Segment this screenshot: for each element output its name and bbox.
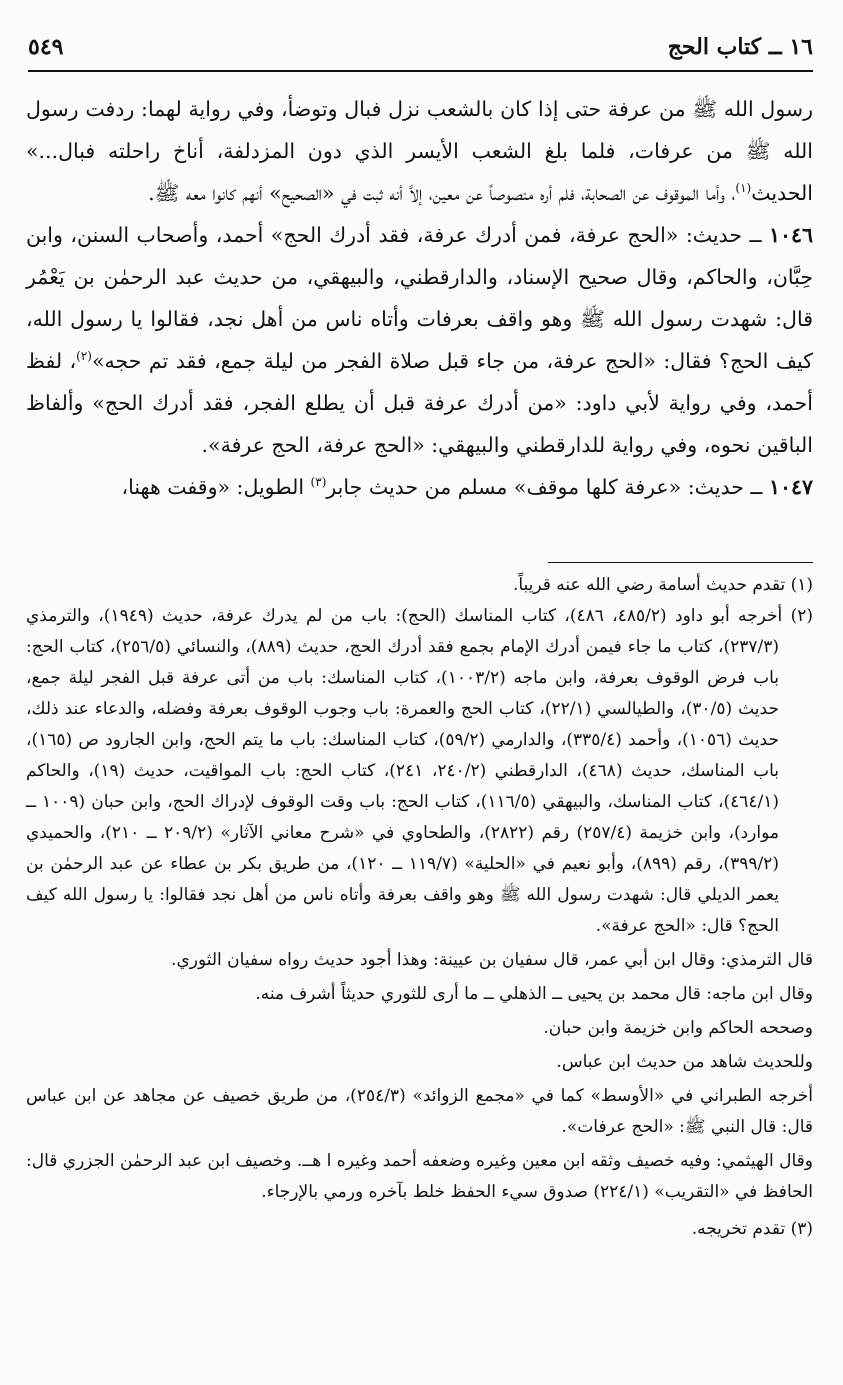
hadith-text: ، لفظ أحمد، وفي رواية لأبي داود: «من أدرك عرفة قبل أن يطلع الفجر، فقد أدرك الحج» وألفاظ الباقين نحوه، وفي رواية للدارقطني والبيهقي: «الحج عرفة، الحج عرفة». [26,349,813,457]
footnote-ref[interactable]: (٢) [76,349,92,364]
footnote-comment: وقال ابن ماجه: قال محمد بن يحيى ــ الذهلي ــ ما أرى للثوري حديثاً أشرف منه. [255,984,813,1004]
footnote-comment: وللحديث شاهد من حديث ابن عباس. [556,1052,813,1072]
running-header [28,34,813,70]
header-rule [28,70,813,72]
footnotes [26,570,813,1245]
footnote-ref[interactable]: (٣) [310,475,327,490]
paragraph-text: رسول الله ﷺ من عرفة حتى إذا كان بالشعب نزل فبال وتوضأ، وفي رواية لهما: ردفت رسول الله ﷺ من عرفات، فلما بلغ الشعب الأيسر الذي دون المزدلفة، أناخ راحلته فبال...» الحديث [26,97,813,205]
footnote-comment: وقال الهيثمي: وفيه خصيف وثقه ابن معين وغيره وضعفه أحمد وغيره ا هــ. وخصيف ابن عبد الرحمٰن الجزري قال: الحافظ في «التقريب» (٢٢٤/١) صدوق سيء الحفظ خلط بآخره ورمي بالإرجاء. [26,1151,813,1202]
main-text [26,88,813,508]
hadith-text: ــ حديث: «عرفة كلها موقف» مسلم من حديث جابر [326,475,769,499]
hadith-1047 [26,466,813,508]
footnote-ref[interactable]: (١) [735,181,752,196]
paragraph-text: ، وأما الموقوف عن الصحابة، فلم أره منصوصاً عن معين، إلاَّ أنه ثبت في «الصحيح» أنهم كانوا معه ﷺ. [148,181,736,205]
hadith-number: ١٠٤٦ [768,223,813,247]
footnote-comment: قال الترمذي: وقال ابن أبي عمر، قال سفيان بن عيينة: وهذا أجود حديث رواه سفيان الثوري. [171,950,813,970]
hadith-text: الطويل: «وقفت ههنا، [121,475,311,499]
hadith-1046 [26,214,813,466]
page-number: ٥٤٩ [28,34,64,60]
footnote-3: (٣) تقدم تخريجه. [691,1219,813,1239]
footnote-1: (١) تقدم حديث أسامة رضي الله عنه قريباً. [512,575,813,595]
footnote-comment: وصححه الحاكم وابن خزيمة وابن حبان. [543,1018,813,1038]
hadith-text: ــ حديث: «الحج عرفة، فمن أدرك عرفة، فقد أدرك الحج» أحمد، وأصحاب السنن، وابن حِبَّان، والحاكم، وقال صحيح الإسناد، والدارقطني، والبيهقي، من حديث عبد الرحمٰن بن يَعْمُر قال: شهدت رسول الله ﷺ وهو واقف بعرفات وأتاه ناس من أهل نجد، فقالوا يا رسول الله، كيف الحج؟ فقال: «الحج عرفة، من جاء قبل صلاة الفجر من ليلة جمع، فقد تم حجه» [26,223,813,373]
hadith-number: ١٠٤٧ [768,475,813,499]
paragraph-continuation [26,88,813,214]
footnote-2: (٢) أخرجه أبو داود (٤٨٥/٢، ٤٨٦)، كتاب المناسك (الحج): باب من لم يدرك عرفة، حديث (١٩٤٩)، والترمذي (٢٣٧/٣)، كتاب ما جاء فيمن أدرك الإمام بجمع فقد أدرك الحج، حديث (٨٨٩)، والنسائي (٢٥٦/٥)، كتاب الحج: باب فرض الوقوف بعرفة، وابن ماجه (١٠٠٣/٢)، كتاب المناسك: باب من أتى عرفة قبل الفجر ليلة جمع، حديث (٣٠/٥)، والطيالسي (٢٢/١)، كتاب الحج والعمرة: باب وجوب الوقوف بعرفة وفضله، والدعاء عند ذلك، حديث (١٠٥٦)، وأحمد (٣٣٥/٤)، والدارمي (٥٩/٢)، كتاب المناسك: باب ما يتم الحج، وابن الجارود ص (١٦٥)، باب المناسك، حديث (٤٦٨)، الدارقطني (٢٤٠/٢، ٢٤١)، كتاب الحج: باب المواقيت، حديث (١٩)، والحاكم (٤٦٤/١)، كتاب المناسك، والبيهقي (١١٦/٥)، كتاب الحج: باب وقت الوقوف لإدراك الحج، وابن حبان (١٠٠٩ ــ موارد)، وابن خزيمة (٢٥٧/٤) رقم (٢٨٢٢)، والطحاوي في «شرح معاني الآثار» (٢٠٩/٢ ــ ٢١٠)، والحميدي (٣٩٩/٢)، رقم (٨٩٩)، وأبو نعيم في «الحلية» (١١٩/٧ ــ ١٢٠)، من طريق بكر بن عطاء عن عبد الرحمٰن بن يعمر الديلي قال: شهدت رسول الله ﷺ وهو واقف بعرفة وأتاه ناس من أهل نجد فقالوا: يا رسول الله كيف الحج؟ قال: «الحج عرفة». [26,606,814,936]
chapter-title: ١٦ ــ كتاب الحج [667,34,813,60]
footnote-comment: أخرجه الطبراني في «الأوسط» كما في «مجمع الزوائد» (٢٥٤/٣)، من طريق خصيف عن مجاهد عن ابن عباس قال: قال النبي ﷺ: «الحج عرفات». [26,1086,813,1137]
footnote-separator [548,562,813,563]
